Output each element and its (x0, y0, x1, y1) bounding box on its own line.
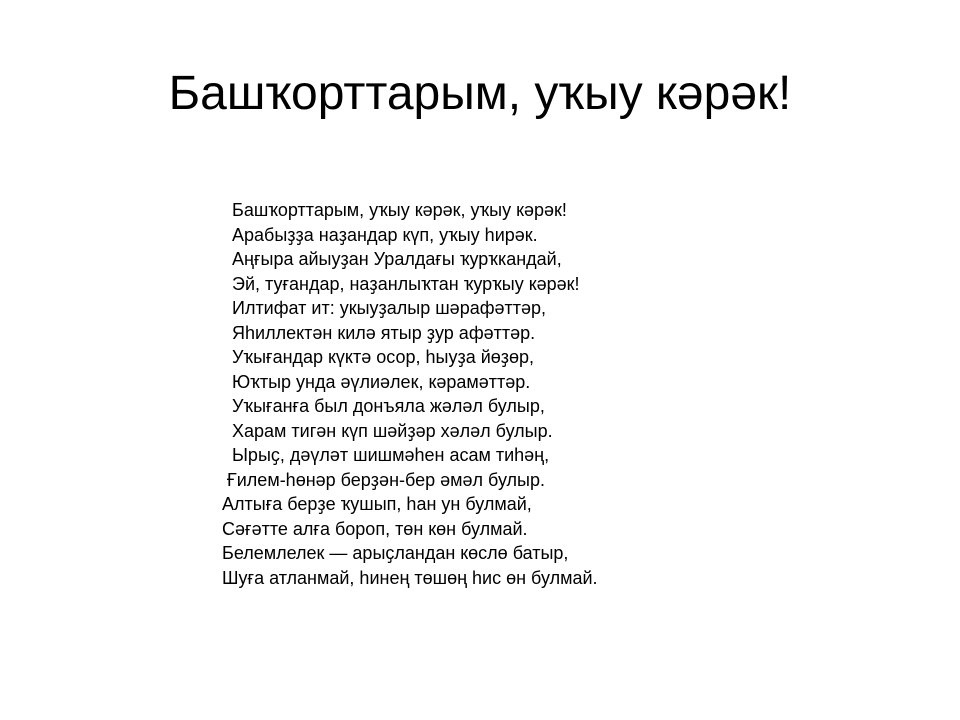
poem-line: Юҡтыр унда әүлиәлек, кәрамәттәр. (222, 371, 531, 392)
poem-line: Башҡорттарым, уҡыу кәрәк, уҡыу кәрәк! (222, 200, 567, 220)
poem-line: Ырыҫ, дәүләт шишмәһен асам тиһәң, (222, 445, 550, 465)
poem-line: Эй, туғандар, наҙанлыҡтан ҡурҡыу кәрәк! (222, 273, 580, 294)
poem-line: Яһиллектән килә ятыр ҙур афәттәр. (222, 322, 536, 343)
poem-line: Харам тигән күп шәйҙәр хәләл булыр. (222, 420, 553, 441)
poem-line: Ғилем-һөнәр берҙән-бер әмәл булыр. (222, 469, 545, 490)
poem-line: Уҡығандар күктә осор, һыуҙа йөҙөр, (222, 347, 535, 367)
slide-title: Башҡорттарым, уҡыу кәрәк! (168, 67, 792, 120)
poem-line: Шуға атланмай, һинең төшөң һис өн булмай. (222, 567, 598, 588)
poem-line: Илтифат ит: укыуҙалыр шәрафәттәр, (222, 298, 547, 318)
poem-line: Алтыға берҙе ҡушып, һан ун булмай, (222, 494, 532, 514)
poem-line: Уҡығанға был донъяла жәләл булыр, (222, 396, 545, 416)
poem-text (222, 198, 598, 590)
poem-line: Сәғәтте алға бороп, төн көн булмай. (222, 518, 528, 539)
poem-line: Белемлелек — арыҫландан көслө батыр, (222, 543, 569, 563)
poem-line: Арабыҙҙа наҙандар күп, уҡыу һирәк. (222, 224, 538, 245)
poem-line: Аңғыра айыуҙан Уралдағы ҡурҡкандай, (222, 249, 562, 269)
